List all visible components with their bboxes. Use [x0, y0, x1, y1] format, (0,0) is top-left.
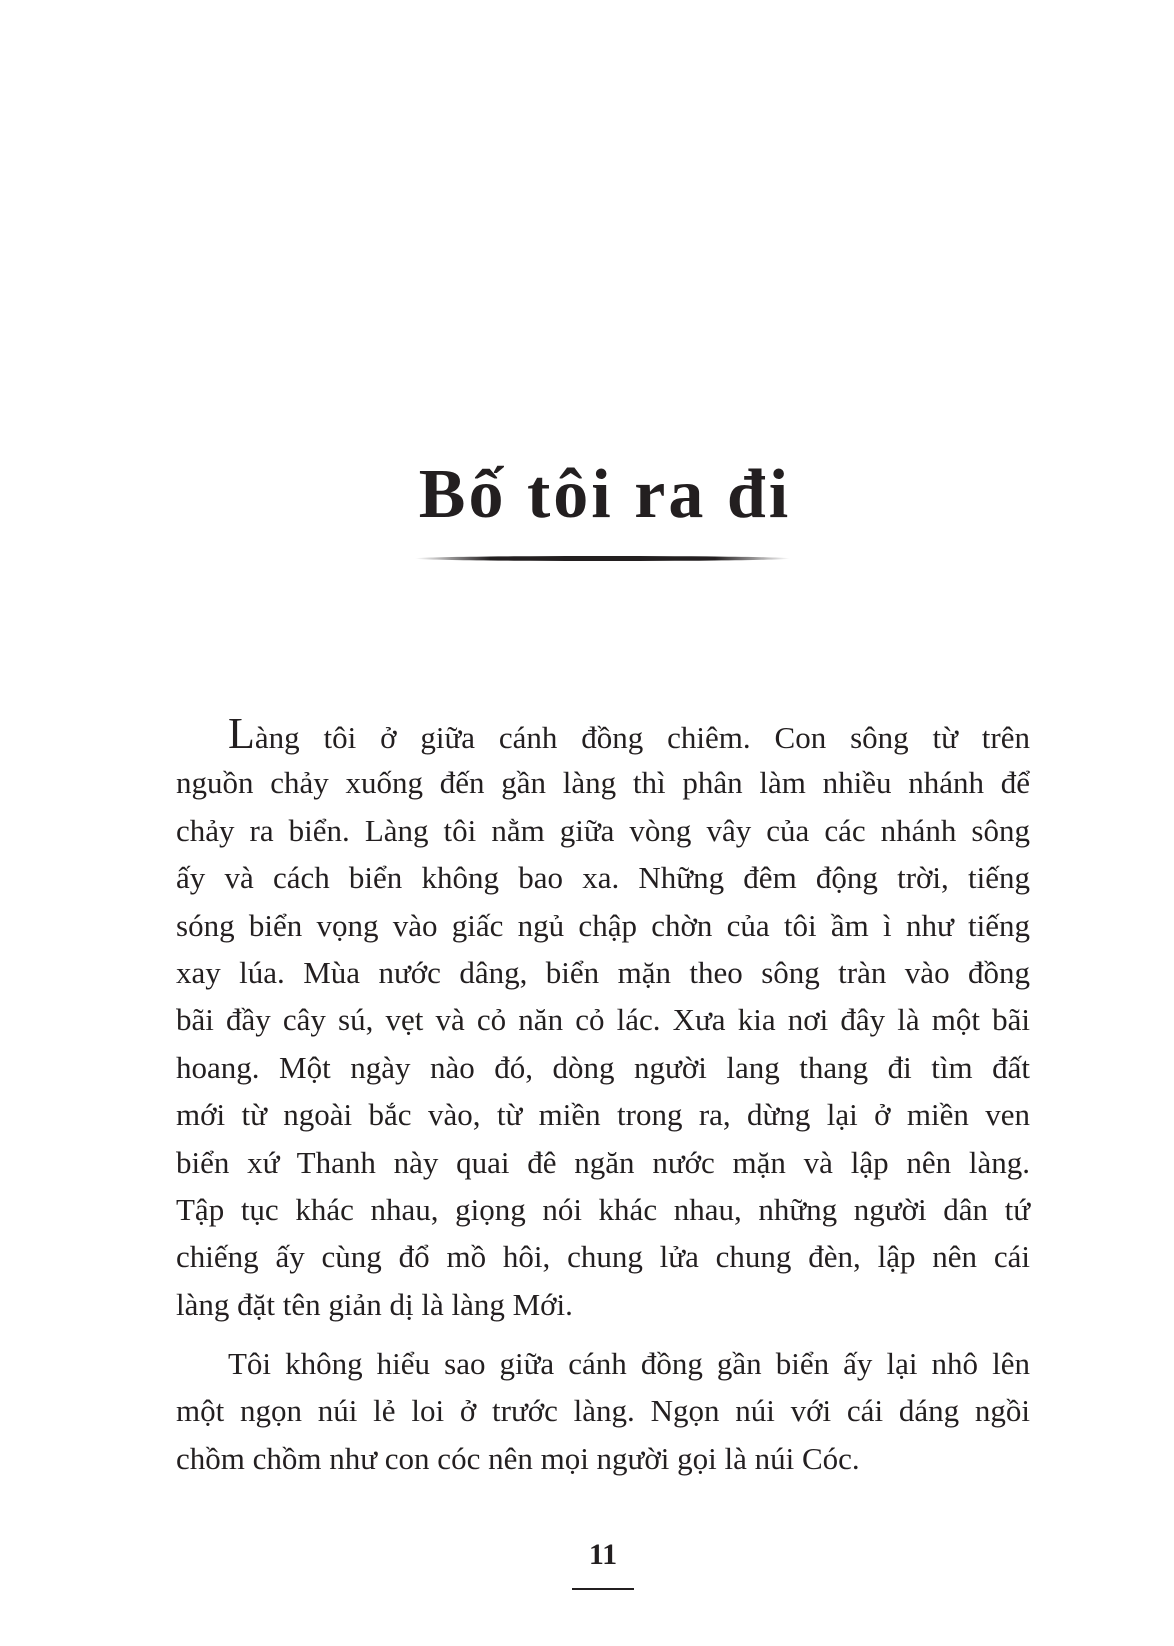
text-line: ấy và cách biển không bao xa. Những đêm động trời, tiếng [176, 860, 1030, 896]
body-text [176, 709, 1030, 1482]
text-line: chồm chồm như con cóc nên mọi người gọi là núi Cóc. [176, 1440, 860, 1476]
text-line: nguồn chảy xuống đến gần làng thì phân làm nhiều nhánh để [176, 765, 1030, 801]
text-line: bãi đầy cây sú, vẹt và cỏ năn cỏ lác. Xưa kia nơi đây là một bãi [176, 1002, 1030, 1038]
text-line: Tập tục khác nhau, giọng nói khác nhau, những người dân tứ [176, 1191, 1030, 1227]
text-line: làng đặt tên giản dị là làng Mới. [176, 1286, 573, 1322]
text-line: Tôi không hiểu sao giữa cánh đồng gần biển ấy lại nhô lên [228, 1346, 1030, 1382]
chapter-title: Bố tôi ra đi [418, 456, 792, 533]
page-number: 11 [588, 1538, 618, 1571]
paragraph-2 [176, 1340, 1030, 1482]
text-line: sóng biển vọng vào giấc ngủ chập chờn của tôi ầm ì như tiếng [176, 907, 1030, 943]
text-line: xay lúa. Mùa nước dâng, biển mặn theo sông tràn vào đồng [176, 954, 1030, 990]
text-line: một ngọn núi lẻ loi ở trước làng. Ngọn núi với cái dáng ngồi [176, 1393, 1030, 1429]
title-divider [415, 556, 790, 561]
text-line: mới từ ngoài bắc vào, từ miền trong ra, dừng lại ở miền ven [176, 1097, 1030, 1133]
text-line: hoang. Một ngày nào đó, dòng người lang thang đi tìm đất [176, 1049, 1030, 1085]
drop-cap: L [228, 709, 255, 758]
text-line: chảy ra biển. Làng tôi nằm giữa vòng vây của các nhánh sông [176, 812, 1030, 848]
text-line: chiếng ấy cùng đổ mồ hôi, chung lửa chung đèn, lập nên cái [176, 1239, 1030, 1275]
text-line-content: àng tôi ở giữa cánh đồng chiêm. Con sông từ trên [254, 720, 1030, 755]
text-line: biển xứ Thanh này quai đê ngăn nước mặn và lập nên làng. [176, 1144, 1030, 1180]
paragraph-1 [176, 709, 1030, 1328]
page-number-underline [572, 1588, 634, 1590]
text-line [176, 709, 1030, 759]
